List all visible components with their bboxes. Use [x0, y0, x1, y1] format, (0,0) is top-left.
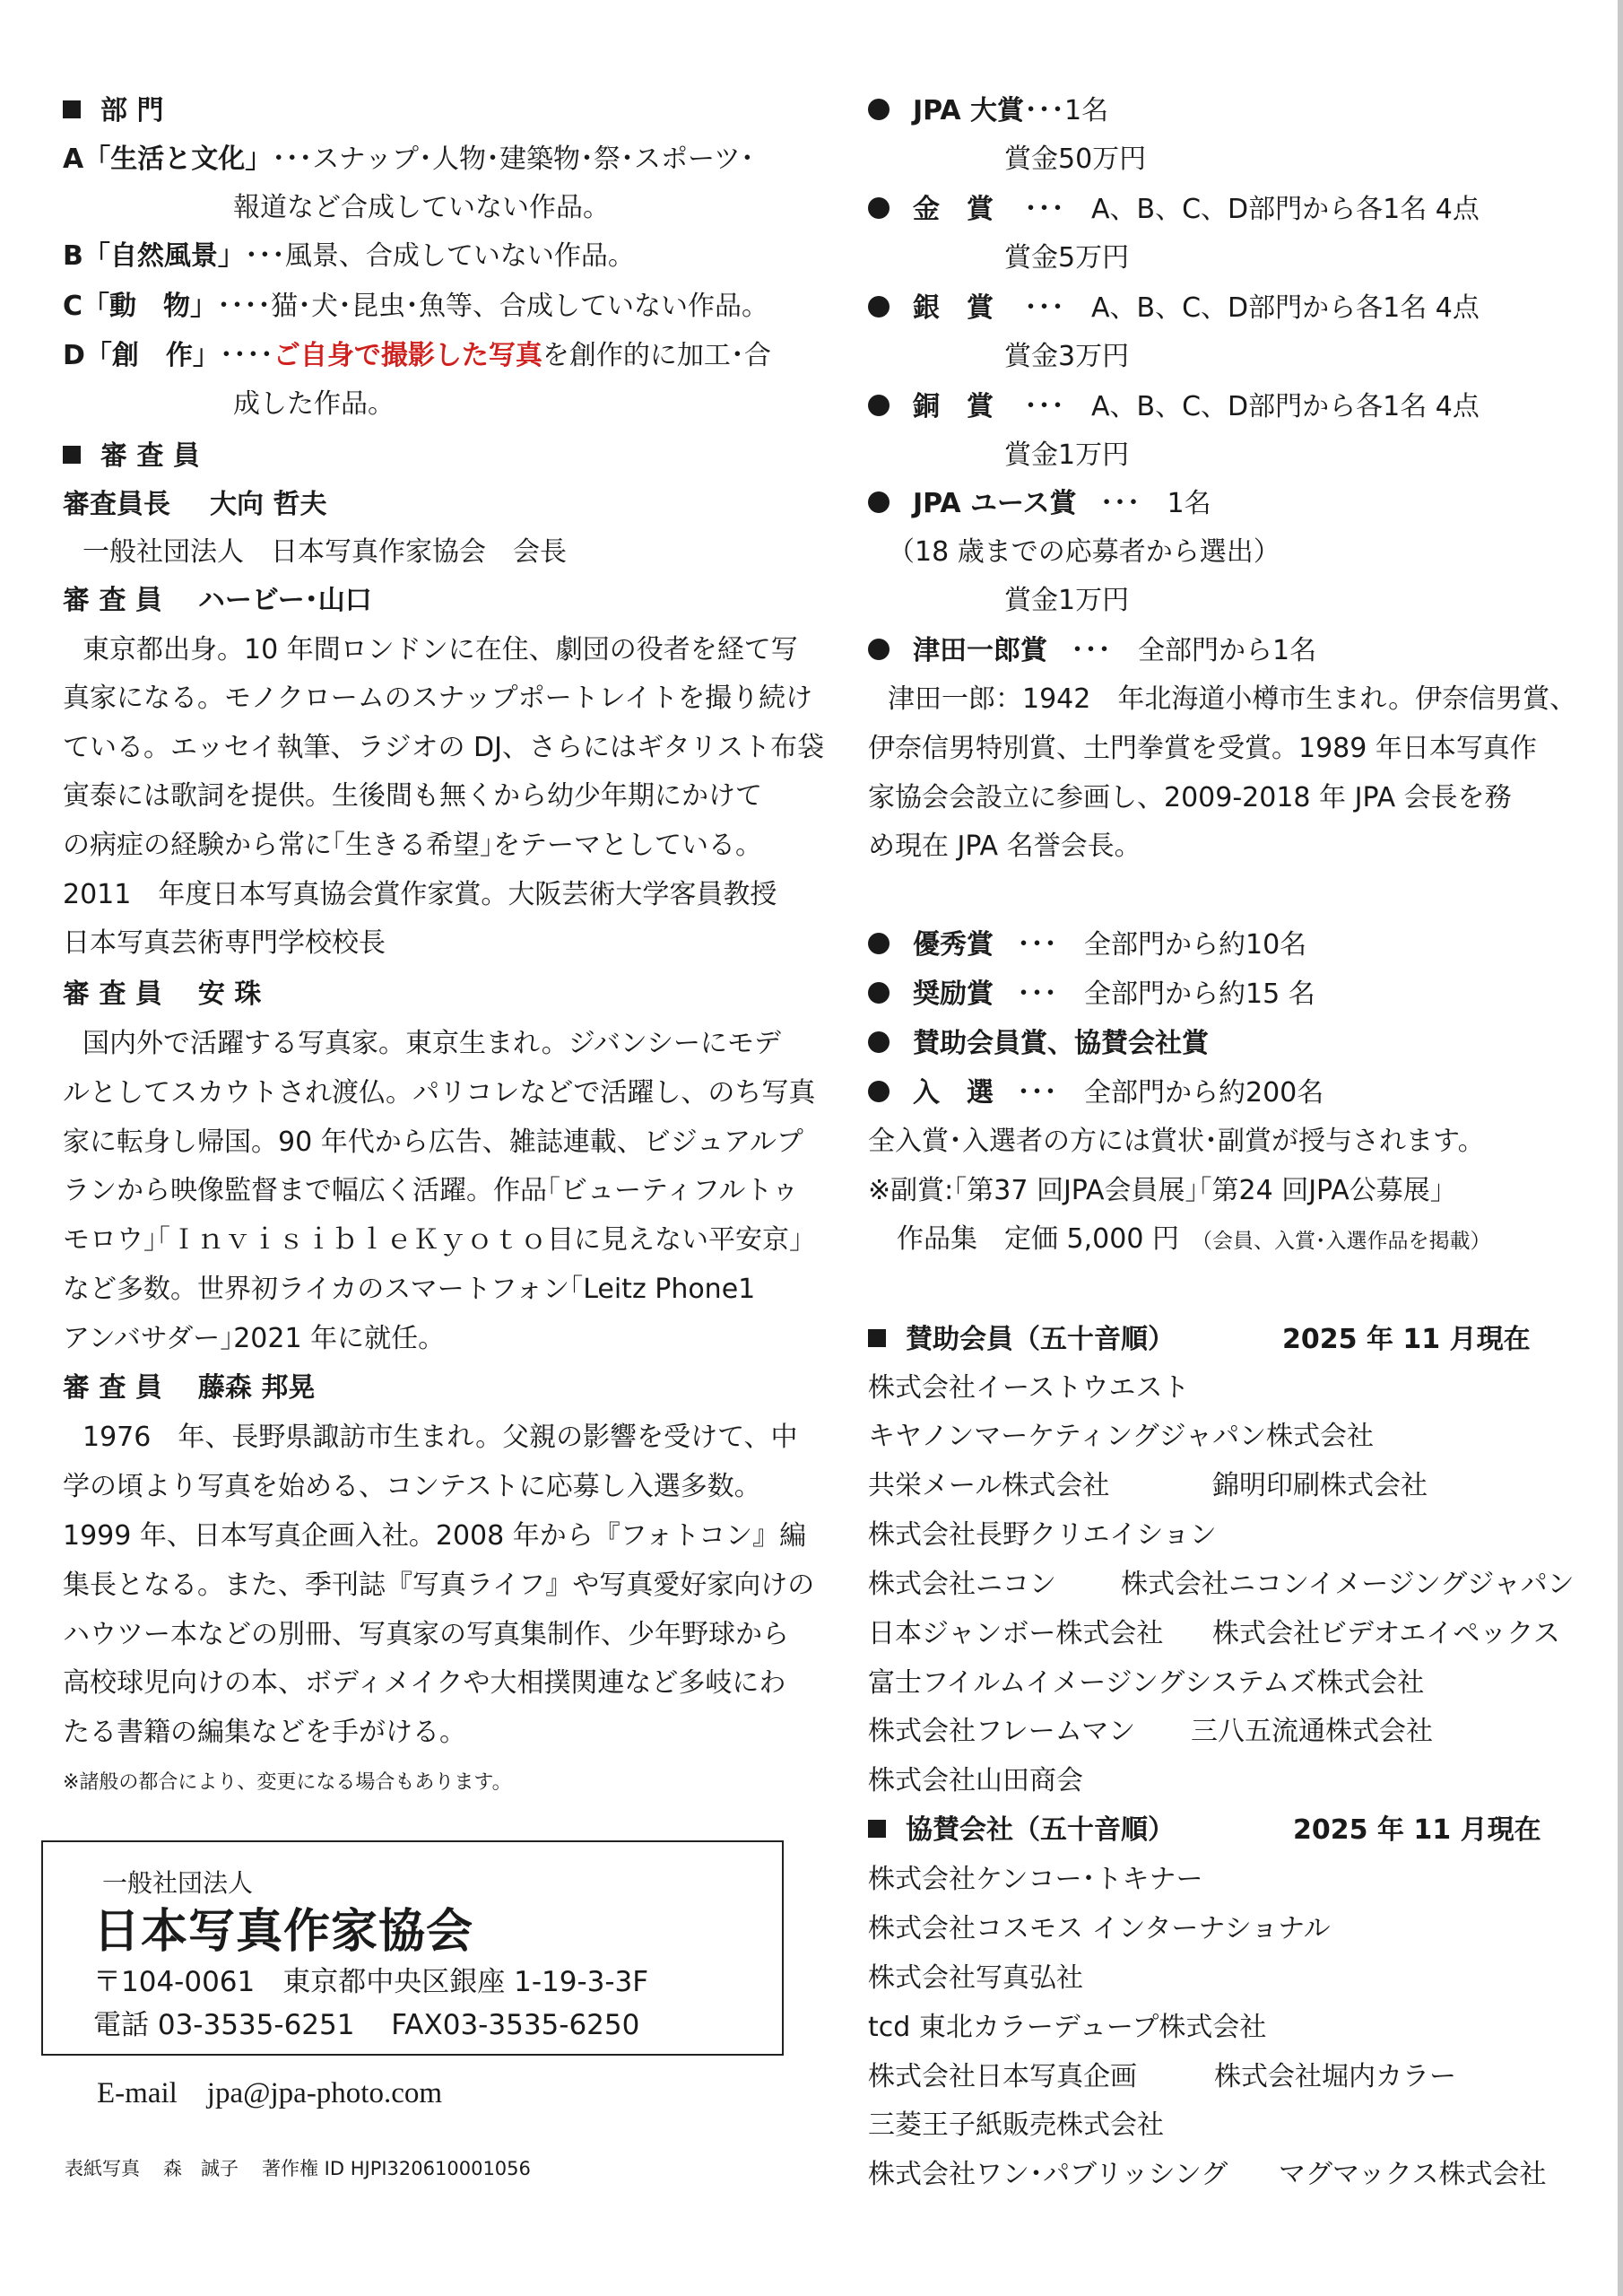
tsuda-bio-line: 津田一郎：1942 年北海道小樽市生まれ。伊奈信男賞、 — [888, 683, 1577, 715]
sponsor-row: 三菱王子紙販売株式会社 — [868, 2109, 1164, 2141]
award-gold-prize: 賞金5万円 — [1004, 242, 1130, 274]
award-youth-prize: 賞金1万円 — [1004, 585, 1130, 616]
judge-1-bio-line: 2011 年度日本写真協会賞作家賞。大阪芸術大学客員教授 — [63, 879, 777, 910]
tsuda-bio-line: 伊奈信男特別賞、土門拳賞を受賞。1989 年日本写真作 — [868, 733, 1537, 764]
certificate-note: 全入賞･入選者の方には賞状･副賞が授与されます。 — [868, 1126, 1485, 1157]
division-b: B「自然風景」･･･風景、合成していない作品。 — [63, 240, 635, 272]
judge-3-bio-line: 集長となる。また、季刊誌『写真ライフ』や写真愛好家向けの — [63, 1570, 815, 1601]
square-bullet-icon — [63, 100, 81, 118]
judge-1-bio-line: の病症の経験から常に｢生きる希望｣をテーマとしている。 — [63, 830, 762, 861]
bullet-icon — [868, 99, 890, 120]
organization-box — [41, 1840, 784, 2056]
award-tsuda: 津田一郎賞 ･･･ 全部門から1名 — [868, 633, 1316, 669]
sponsors-heading: 協賛会社（五十音順） 2025 年 11 月現在 — [868, 1813, 1175, 1848]
supporter-row: 株式会社山田商会 — [868, 1765, 1083, 1796]
tsuda-bio-line: め現在 JPA 名誉会長。 — [868, 831, 1141, 862]
award-entry: 入 選 ･･･ 全部門から約200名 — [868, 1075, 1324, 1111]
judge-1-bio-line: ている。エッセイ執筆、ラジオの DJ、さらにはギタリスト布袋 — [63, 732, 825, 763]
division-a-cont: 報道など合成していない作品。 — [233, 192, 610, 223]
supporter-row: 株式会社フレームマン 三八五流通株式会社 — [868, 1716, 1433, 1747]
division-c: C「動 物」････猫･犬･昆虫･魚等、合成していない作品。 — [63, 291, 769, 322]
award-youth-note: （18 歳までの応募者から選出） — [888, 536, 1280, 568]
sponsor-row: tcd 東北カラーデュープ株式会社 — [868, 2012, 1267, 2043]
sponsor-row: 株式会社日本写真企画 株式会社堀内カラー — [868, 2061, 1456, 2092]
award-grand: JPA 大賞･･･1名 — [868, 93, 1108, 129]
award-sponsor: 賛助会員賞、協賛会社賞 — [868, 1026, 1209, 1062]
judge-2-bio-line: ルとしてスカウトされ渡仏。パリコレなどで活躍し、のち写真 — [63, 1077, 816, 1109]
award-silver-prize: 賞金3万円 — [1004, 341, 1130, 372]
cover-photo-caption: 表紙写真 森 誠子 著作権 ID HJPI320610001056 — [65, 2158, 531, 2179]
org-address: 〒104-0061 東京都中央区銀座 1-19-3-3F — [93, 1966, 649, 1998]
judge-2-bio-line: 国内外で活躍する写真家。東京生まれ。ジバンシーにモデ — [82, 1028, 781, 1059]
judge-2: 審 査 員 安 珠 — [63, 978, 262, 1010]
chief-judge-desc: 一般社団法人 日本写真作家協会 会長 — [82, 536, 567, 568]
bullet-icon — [868, 395, 890, 416]
org-phone: 電話 03-3535-6251 FAX03-3535-6250 — [93, 2009, 640, 2041]
divisions-heading: 部 門 — [63, 93, 163, 129]
award-gold: 金 賞 ･･･ A、B、C、D部門から各1名 4点 — [868, 192, 1480, 228]
org-type: 一般社団法人 — [102, 1868, 254, 1898]
judge-2-bio-line: など多数。世界初ライカのスマートフォン｢Leitz Phone1 — [63, 1274, 756, 1305]
page-edge — [1618, 0, 1623, 2296]
sponsor-row: 株式会社ケンコー･トキナー — [868, 1864, 1203, 1895]
award-silver: 銀 賞 ･･･ A、B、C、D部門から各1名 4点 — [868, 291, 1480, 326]
judge-2-bio-line: モロウ｣｢ＩｎｖｉｓｉｂｌｅＫｙｏｔｏ目に見えない平安京｣ — [63, 1224, 803, 1256]
judge-3: 審 査 員 藤森 邦晃 — [63, 1372, 316, 1404]
award-grand-prize: 賞金50万円 — [1004, 144, 1147, 175]
square-bullet-icon — [63, 446, 81, 464]
award-youth: JPA ユース賞 ･･･ 1名 — [868, 486, 1211, 522]
bullet-icon — [868, 1081, 890, 1102]
award-bronze-prize: 賞金1万円 — [1004, 439, 1130, 471]
supporter-row: 株式会社イーストウエスト — [868, 1372, 1190, 1404]
supporter-row: 株式会社長野クリエイション — [868, 1519, 1217, 1551]
judge-2-bio-line: アンバサダー｣2021 年に就任。 — [63, 1323, 446, 1354]
division-d-cont: 成した作品。 — [233, 388, 395, 420]
award-excellence: 優秀賞 ･･･ 全部門から約10名 — [868, 927, 1306, 963]
judge-3-bio-line: 高校球児向けの本、ボディメイクや大相撲関連など多岐にわ — [63, 1667, 786, 1699]
sponsor-row: 株式会社コスモス インターナショナル — [868, 1913, 1331, 1944]
judge-3-bio-line: 1999 年、日本写真企画入社。2008 年から『フォトコン』編 — [63, 1520, 807, 1552]
judge-1-bio-line: 真家になる。モノクロームのスナップポートレイトを撮り続け — [63, 683, 813, 714]
chief-judge: 審査員長 大向 哲夫 — [63, 489, 327, 520]
square-bullet-icon — [868, 1820, 886, 1838]
award-encouragement: 奨励賞 ･･･ 全部門から約15 名 — [868, 977, 1315, 1013]
supporters-date: 2025 年 11 月現在 — [1282, 1324, 1531, 1355]
bullet-icon — [868, 982, 890, 1004]
bullet-icon — [868, 933, 890, 954]
supporter-row: 日本ジャンボー株式会社 株式会社ビデオエイペックス — [868, 1618, 1560, 1649]
bullet-icon — [868, 639, 890, 660]
judge-3-bio-line: 1976 年、長野県諏訪市生まれ。父親の影響を受けて、中 — [82, 1422, 798, 1453]
org-email[interactable]: E-mail jpa@jpa-photo.com — [97, 2077, 443, 2109]
award-bronze: 銅 賞 ･･･ A、B、C、D部門から各1名 4点 — [868, 389, 1480, 425]
division-d: D「創 作」････ご自身で撮影した写真を創作的に加工･合 — [63, 340, 771, 371]
judge-2-bio-line: ランから映像監督まで幅広く活躍。作品｢ビューティフルトゥ — [63, 1175, 799, 1206]
extra-prize-book: 作品集 定価 5,000 円 （会員、入賞･入選作品を掲載） — [897, 1223, 1491, 1255]
bullet-icon — [868, 296, 890, 317]
supporter-row: キヤノンマーケティングジャパン株式会社 — [868, 1421, 1374, 1452]
sponsors-date: 2025 年 11 月現在 — [1293, 1814, 1541, 1846]
judge-3-bio-line: たる書籍の編集などを手がける。 — [63, 1717, 466, 1748]
square-bullet-icon — [868, 1329, 886, 1347]
judge-1-bio-line: 寅泰には歌詞を提供。生後間も無くから幼少年期にかけて — [63, 780, 762, 812]
supporter-row: 富士フイルムイメージングシステムズ株式会社 — [868, 1667, 1425, 1699]
judge-1-bio-line: 東京都出身。10 年間ロンドンに在住、劇団の役者を経て写 — [82, 634, 798, 665]
judges-heading: 審 査 員 — [63, 439, 200, 474]
judge-3-bio-line: 学の頃より写真を始める、コンテストに応募し入選多数。 — [63, 1471, 761, 1502]
sponsor-row: 株式会社写真弘社 — [868, 1962, 1083, 1994]
judge-1: 審 査 員 ハービー･山口 — [63, 585, 372, 616]
judge-3-bio-line: ハウツー本などの別冊、写真家の写真集制作、少年野球から — [63, 1619, 789, 1650]
judge-2-bio-line: 家に転身し帰国。90 年代から広告、雑誌連載、ビジュアルプ — [63, 1126, 803, 1158]
supporters-heading: 賛助会員（五十音順） 2025 年 11 月現在 — [868, 1322, 1175, 1358]
judge-1-bio-line: 日本写真芸術専門学校校長 — [63, 927, 386, 959]
supporter-row: 株式会社ニコン 株式会社ニコンイメージングジャパン — [868, 1569, 1575, 1600]
tsuda-bio-line: 家協会会設立に参画し、2009-2018 年 JPA 会長を務 — [868, 782, 1512, 813]
extra-prize-line: ※副賞:｢第37 回JPA会員展｣｢第24 回JPA公募展｣ — [868, 1175, 1444, 1206]
division-a: A「生活と文化」･･･スナップ･人物･建築物･祭･スポーツ･ — [63, 144, 754, 175]
bullet-icon — [868, 1031, 890, 1053]
org-name: 日本写真作家協会 — [93, 1905, 474, 1959]
highlight-own-photo: ご自身で撮影した写真 — [273, 340, 542, 371]
sponsor-row: 株式会社ワン･パブリッシング マグマックス株式会社 — [868, 2159, 1547, 2190]
change-note: ※諸般の都合により、変更になる場合もあります。 — [63, 1771, 512, 1794]
bullet-icon — [868, 197, 890, 219]
bullet-icon — [868, 491, 890, 513]
supporter-row: 共栄メール株式会社 錦明印刷株式会社 — [868, 1470, 1428, 1501]
